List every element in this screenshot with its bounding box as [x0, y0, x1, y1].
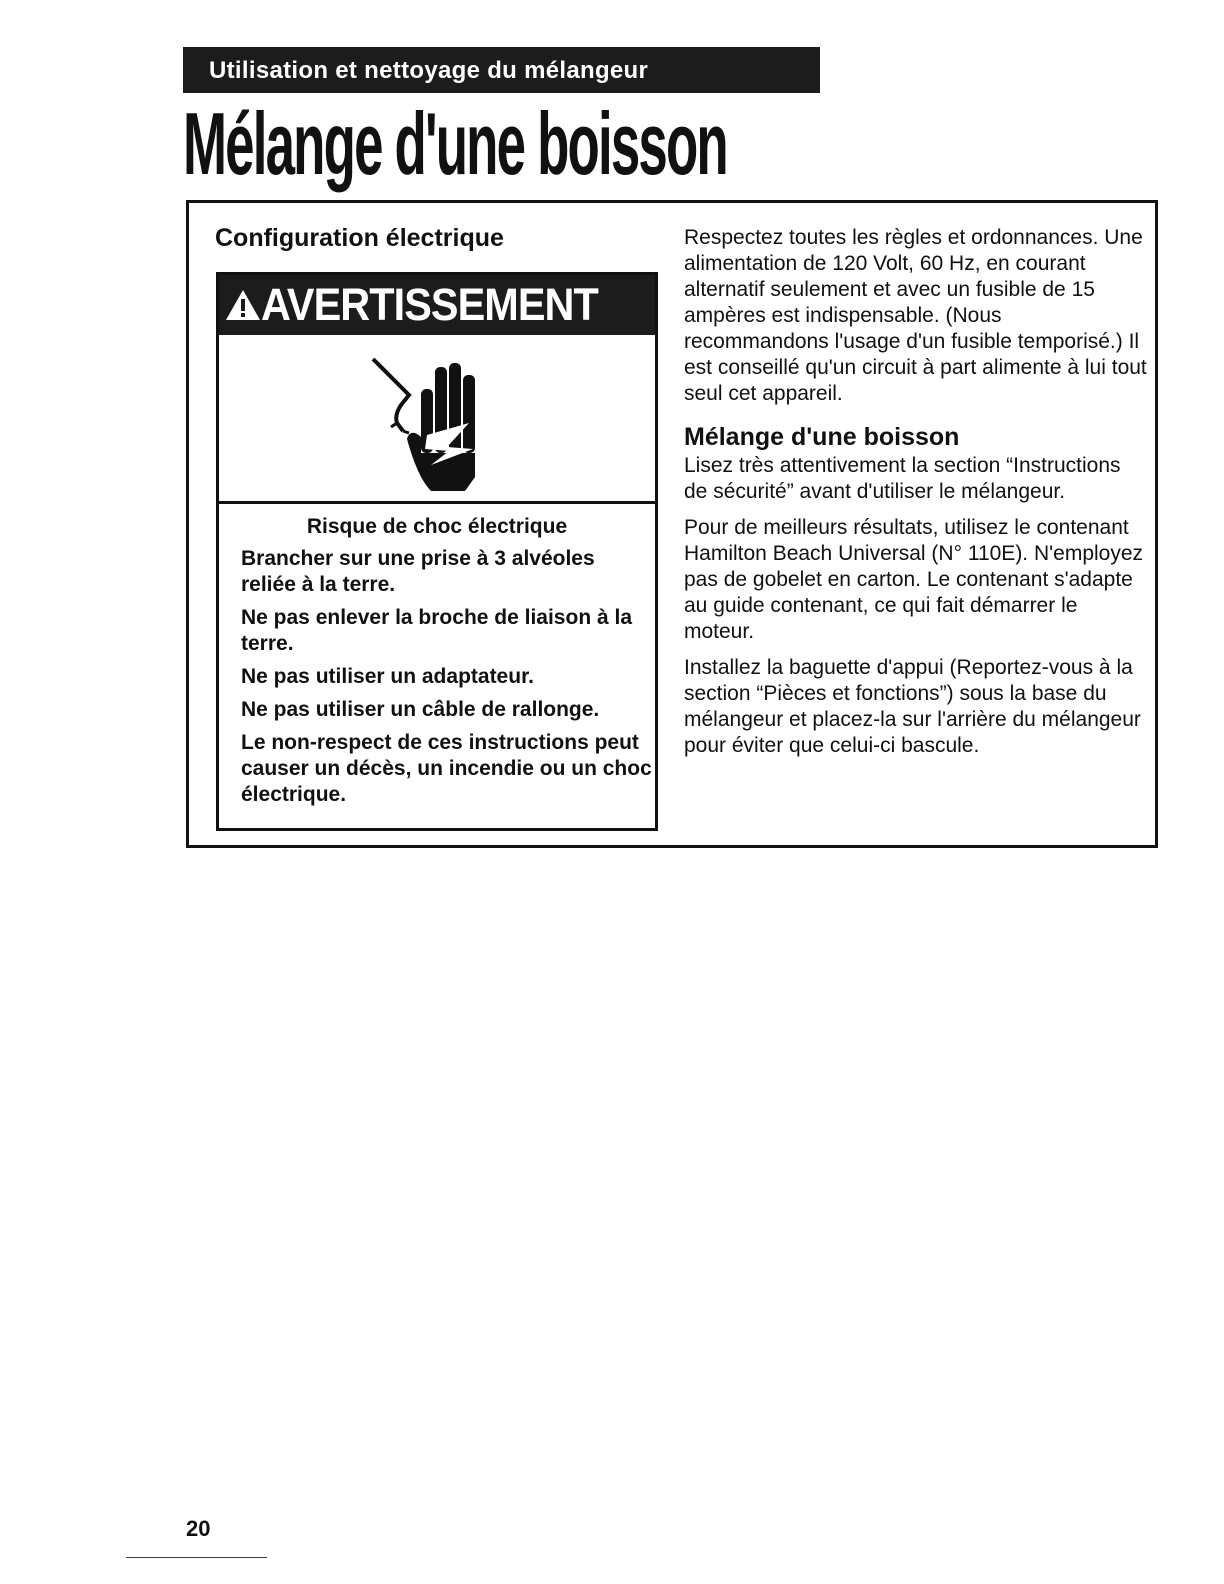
blending-heading: Mélange d'une boisson [684, 423, 960, 451]
warning-line: Ne pas utiliser un câble de rallonge. [241, 698, 600, 721]
warning-text [219, 504, 655, 808]
electrical-config-heading: Configuration électrique [215, 224, 504, 252]
electrical-config-column [215, 221, 660, 806]
section-header-bar: Utilisation et nettoyage du mélangeur [183, 47, 820, 93]
shock-symbol-area [219, 335, 655, 504]
warning-title: AVERTISSEMENT [261, 279, 598, 330]
warning-risk-title: Risque de choc électrique [306, 515, 568, 538]
warning-line: Brancher sur une prise à 3 alvéoles reliée à la terre. [241, 547, 595, 596]
instructions-paragraph: Lisez très attentivement la section “Instructions de sécurité” avant d'utiliser le mélangeur. [684, 454, 1121, 503]
content-frame [186, 200, 1158, 848]
page-number: 20 [186, 1516, 211, 1541]
instructions-paragraph: Installez la baguette d'appui (Reportez-vous à la section “Pièces et fonctions”) sous la base du mélangeur et placez-la sur l'arrière du mélangeur pour éviter que celui-ci bascule. [684, 656, 1141, 757]
warning-line: Ne pas enlever la broche de liaison à la terre. [241, 606, 633, 655]
warning-line: Ne pas utiliser un adaptateur. [241, 665, 534, 688]
page-title: Mélange d'une boisson [183, 94, 727, 193]
electrical-shock-hand-icon [369, 353, 509, 493]
footer-rule [126, 1557, 267, 1558]
electrical-requirements-paragraph: Respectez toutes les règles et ordonnances. Une alimentation de 120 Volt, 60 Hz, en courant alternatif seulement et avec un fusible de 15 ampères est indispensable. (Nous recommandons l'usage d'un fusible temporisé.) Il est conseillé qu'un circuit à part alimente à lui tout seul cet appareil. [684, 226, 1147, 405]
warning-header [219, 275, 655, 335]
warning-box [216, 272, 658, 831]
warning-line: Le non-respect de ces instructions peut causer un décès, un incendie ou un choc électrique. [241, 731, 652, 806]
instructions-column [684, 225, 1149, 769]
warning-triangle-icon [225, 289, 261, 321]
instructions-paragraph: Pour de meilleurs résultats, utilisez le contenant Hamilton Beach Universal (N° 110E). N'employez pas de gobelet en carton. Le contenant s'adapte au guide contenant, ce qui fait démarrer le moteur. [684, 516, 1144, 643]
